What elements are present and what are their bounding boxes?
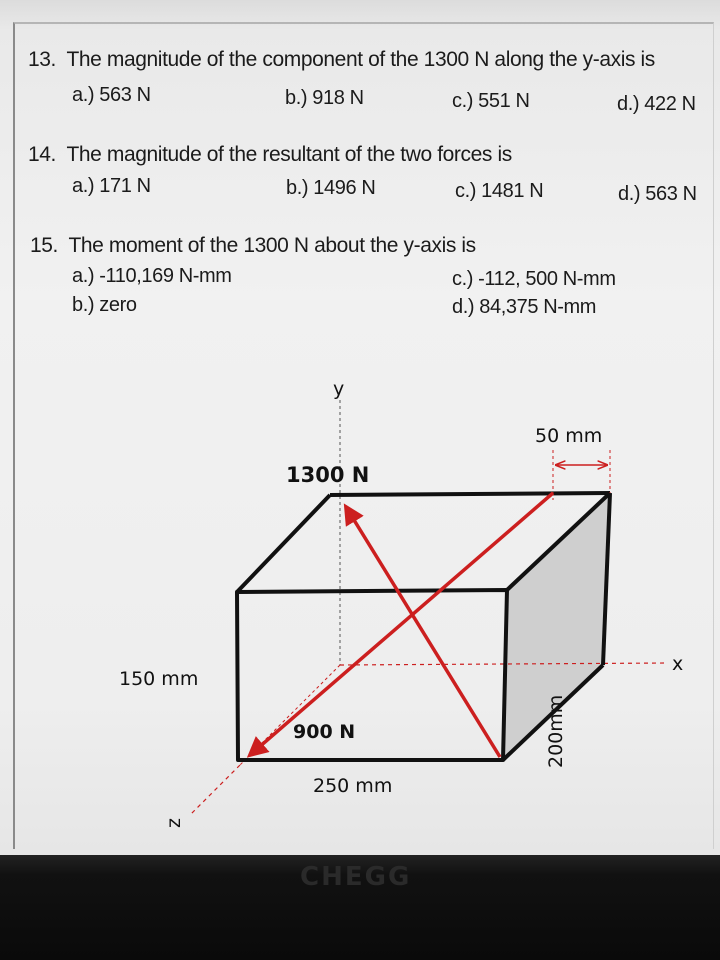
dim-150-label: 150 mm xyxy=(119,668,199,690)
option-d: d.) 84,375 N-mm xyxy=(452,296,597,318)
dim-50-label: 50 mm xyxy=(535,425,603,447)
option-b: b.) 918 N xyxy=(285,87,364,109)
x-axis-label: x xyxy=(672,653,684,675)
option-c: c.) 1481 N xyxy=(455,180,544,202)
dim-200-label: 200mm xyxy=(545,694,567,768)
question-text: The magnitude of the component of the 1300 N along the y-axis is xyxy=(66,48,655,71)
question-number: 14. xyxy=(28,143,56,166)
force-900-label: 900 N xyxy=(293,721,356,743)
z-axis-label: z xyxy=(163,818,185,828)
box-front-face xyxy=(237,590,507,760)
z-axis-line xyxy=(190,765,240,815)
option-b: b.) zero xyxy=(72,294,137,316)
option-c: c.) 551 N xyxy=(452,90,530,112)
option-a: a.) 563 N xyxy=(72,84,151,106)
option-a: a.) -110,169 N-mm xyxy=(72,265,232,287)
dim-250-label: 250 mm xyxy=(313,775,393,797)
question-number: 13. xyxy=(28,48,56,71)
question-text: The magnitude of the resultant of the two forces is xyxy=(66,143,512,166)
force-1300-label: 1300 N xyxy=(286,463,370,487)
question-text: The moment of the 1300 N about the y-axis is xyxy=(68,234,476,257)
box-top-left-edge xyxy=(237,495,330,592)
option-d: d.) 563 N xyxy=(618,183,697,205)
y-axis-label: y xyxy=(333,378,345,400)
option-c: c.) -112, 500 N-mm xyxy=(452,268,616,290)
question-number: 15. xyxy=(30,234,58,257)
option-d: d.) 422 N xyxy=(617,93,696,115)
option-b: b.) 1496 N xyxy=(286,177,376,199)
watermark-text: CHEGG xyxy=(300,862,412,892)
box-top-back-edge xyxy=(330,493,610,495)
force-1300-arrow xyxy=(346,507,500,757)
option-a: a.) 171 N xyxy=(72,175,151,197)
